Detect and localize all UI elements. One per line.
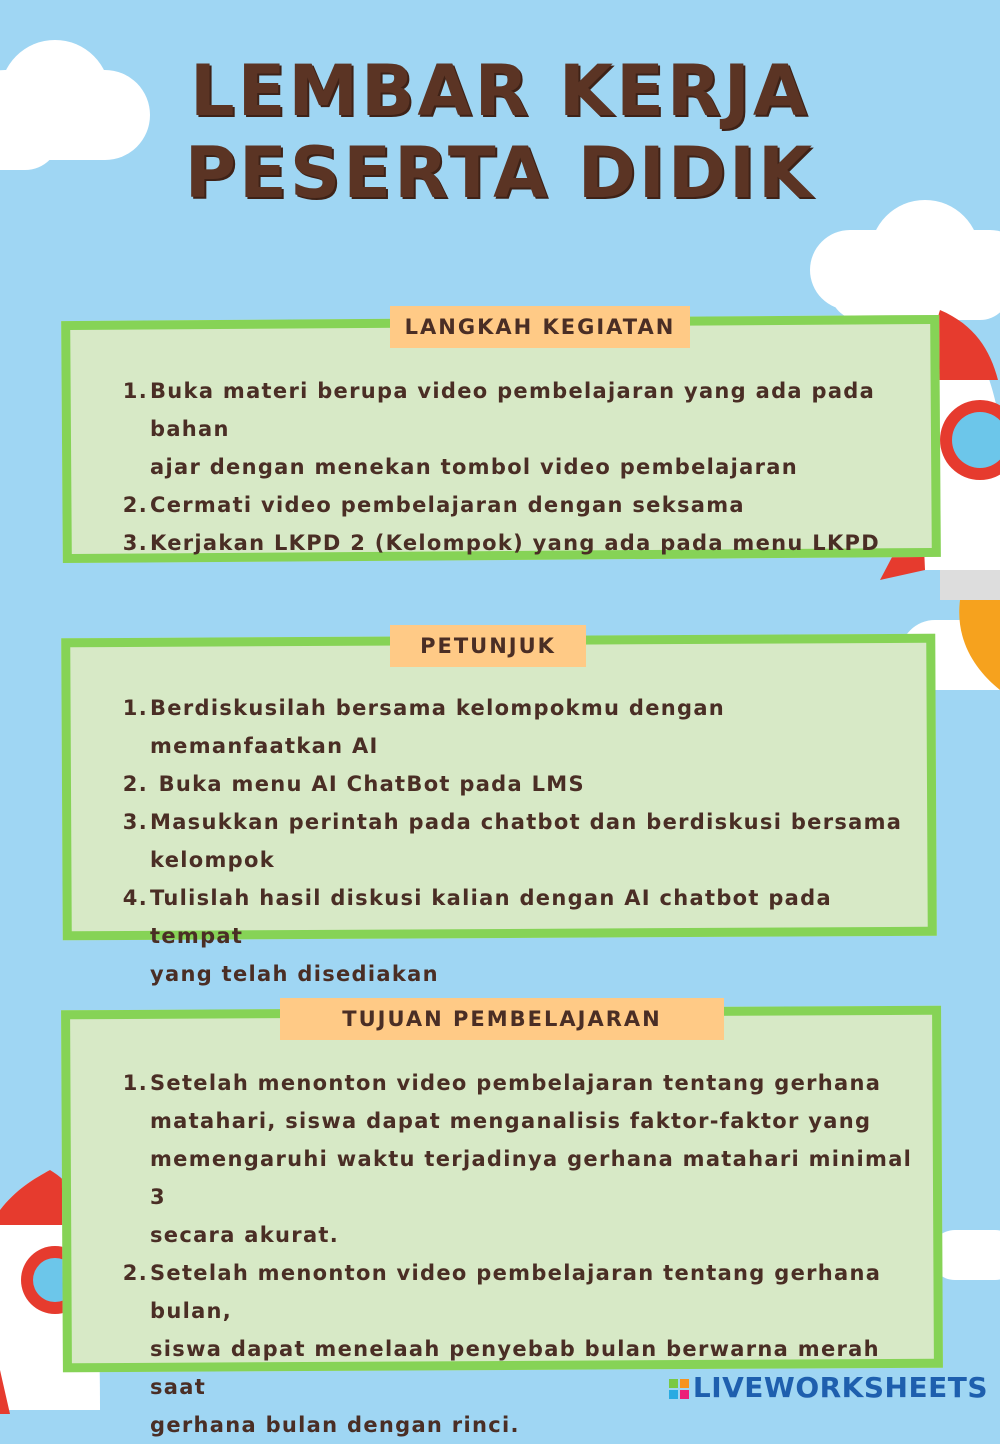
tujuan-pembelajaran-label: TUJUAN PEMBELAJARAN — [280, 998, 724, 1040]
petunjuk-list — [122, 689, 920, 993]
petunjuk-label: PETUNJUK — [390, 625, 586, 667]
title-line-2: PESERTA DIDIK — [184, 132, 816, 214]
title-line-1: LEMBAR KERJA — [189, 50, 811, 132]
list-item: 2. Cermati video pembelajaran dengan seksama — [122, 493, 745, 517]
list-item: 2. Setelah menonton video pembelajaran tentang gerhana bulan, siswa dapat menelaah penyebab bulan berwarna merah saat gerhana bulan dengan rinci. — [122, 1261, 882, 1437]
list-item: 3. Kerjakan LKPD 2 (Kelompok) yang ada pada menu LKPD — [122, 531, 880, 555]
page-title — [0, 50, 1000, 214]
list-item: 1. Setelah menonton video pembelajaran tentang gerhana matahari, siswa dapat menganalisis faktor-faktor yang memengaruhi waktu terjadinya gerhana matahari minimal 3 secara akurat. — [122, 1071, 913, 1247]
list-item: 1. Berdiskusilah bersama kelompokmu dengan memanfaatkan AI — [122, 696, 726, 758]
list-item: 4. Tulislah hasil diskusi kalian dengan AI chatbot pada tempat yang telah disediakan — [122, 886, 832, 986]
langkah-kegiatan-label: LANGKAH KEGIATAN — [390, 306, 690, 348]
liveworksheets-logo-icon — [669, 1379, 689, 1399]
list-item: 2. Buka menu AI ChatBot pada LMS — [122, 772, 585, 796]
list-item: 1. Buka materi berupa video pembelajaran yang ada pada bahan ajar dengan menekan tombol video pembelajaran — [122, 379, 876, 479]
langkah-kegiatan-list — [122, 372, 920, 562]
liveworksheets-logo — [669, 1371, 988, 1404]
list-item: 3. Masukkan perintah pada chatbot dan berdiskusi bersama kelompok — [122, 810, 903, 872]
brand-text: LIVEWORKSHEETS — [692, 1371, 988, 1404]
